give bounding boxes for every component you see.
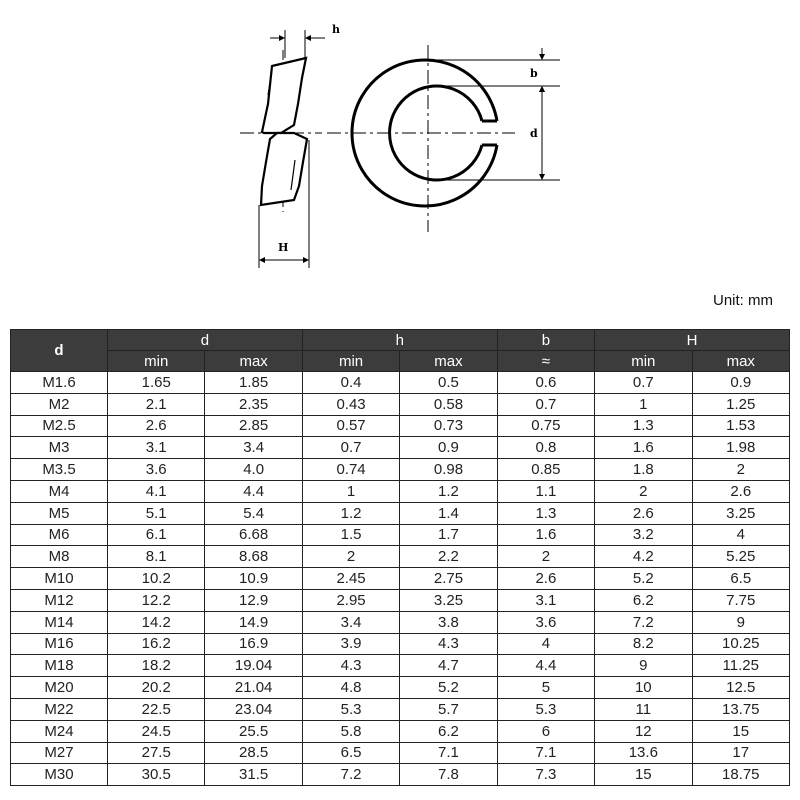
cell-h-min: 0.74: [302, 459, 399, 481]
table-row: [11, 764, 790, 786]
cell-d-max: 2.35: [205, 393, 302, 415]
cell-size: M6: [11, 524, 108, 546]
cell-d-min: 30.5: [108, 764, 205, 786]
cell-b-approx: 0.7: [497, 393, 594, 415]
table-row: [11, 611, 790, 633]
cell-h-max: 5.7: [400, 698, 497, 720]
cell-h-min: 4.3: [302, 655, 399, 677]
sub-header-h-min: min: [302, 351, 399, 372]
cell-d-max: 8.68: [205, 546, 302, 568]
washer-side-view: [240, 30, 325, 268]
cell-size: M27: [11, 742, 108, 764]
cell-d-min: 20.2: [108, 677, 205, 699]
cell-size: M16: [11, 633, 108, 655]
cell-b-approx: 0.6: [497, 372, 594, 394]
dim-label-d: d: [530, 127, 538, 140]
cell-h-max: 7.1: [400, 742, 497, 764]
cell-d-max: 6.68: [205, 524, 302, 546]
sub-header-b-approx: ≈: [497, 351, 594, 372]
cell-h-min: 5.8: [302, 720, 399, 742]
cell-d-max: 25.5: [205, 720, 302, 742]
dim-label-h: h: [332, 23, 340, 36]
cell-H-min: 15: [595, 764, 692, 786]
cell-d-max: 19.04: [205, 655, 302, 677]
cell-h-max: 3.8: [400, 611, 497, 633]
cell-H-min: 3.2: [595, 524, 692, 546]
cell-h-max: 5.2: [400, 677, 497, 699]
cell-H-min: 2.6: [595, 502, 692, 524]
cell-d-min: 16.2: [108, 633, 205, 655]
sub-header-d-min: min: [108, 351, 205, 372]
cell-b-approx: 0.75: [497, 415, 594, 437]
cell-size: M8: [11, 546, 108, 568]
cell-h-max: 1.4: [400, 502, 497, 524]
cell-d-min: 10.2: [108, 568, 205, 590]
cell-size: M20: [11, 677, 108, 699]
cell-H-max: 2.6: [692, 480, 789, 502]
cell-d-max: 2.85: [205, 415, 302, 437]
cell-d-min: 4.1: [108, 480, 205, 502]
cell-b-approx: 1.1: [497, 480, 594, 502]
group-header-d: d: [108, 330, 303, 351]
sub-header-h-max: max: [400, 351, 497, 372]
cell-H-max: 1.98: [692, 437, 789, 459]
cell-H-max: 17: [692, 742, 789, 764]
table-row: [11, 677, 790, 699]
cell-b-approx: 1.6: [497, 524, 594, 546]
cell-b-approx: 4: [497, 633, 594, 655]
table-row: [11, 698, 790, 720]
cell-b-approx: 4.4: [497, 655, 594, 677]
cell-H-min: 5.2: [595, 568, 692, 590]
cell-b-approx: 3.6: [497, 611, 594, 633]
table-row: [11, 546, 790, 568]
spec-table-body: [11, 372, 790, 786]
cell-h-max: 2.2: [400, 546, 497, 568]
unit-label: Unit: mm: [713, 292, 773, 309]
cell-d-min: 12.2: [108, 589, 205, 611]
table-row: [11, 633, 790, 655]
cell-H-max: 1.25: [692, 393, 789, 415]
cell-h-min: 1.5: [302, 524, 399, 546]
table-header-sub-row: [11, 351, 790, 372]
cell-h-min: 0.57: [302, 415, 399, 437]
cell-h-max: 3.25: [400, 589, 497, 611]
cell-H-min: 1.3: [595, 415, 692, 437]
cell-H-max: 9: [692, 611, 789, 633]
cell-d-max: 16.9: [205, 633, 302, 655]
cell-H-min: 0.7: [595, 372, 692, 394]
table-row: [11, 459, 790, 481]
cell-H-max: 4: [692, 524, 789, 546]
cell-h-min: 1.2: [302, 502, 399, 524]
table-row: [11, 415, 790, 437]
cell-size: M30: [11, 764, 108, 786]
cell-H-max: 0.9: [692, 372, 789, 394]
cell-b-approx: 0.85: [497, 459, 594, 481]
table-row: [11, 589, 790, 611]
cell-b-approx: 3.1: [497, 589, 594, 611]
cell-H-min: 4.2: [595, 546, 692, 568]
cell-H-min: 6.2: [595, 589, 692, 611]
group-header-h: h: [302, 330, 497, 351]
cell-h-min: 3.9: [302, 633, 399, 655]
cell-size: M14: [11, 611, 108, 633]
cell-h-max: 4.7: [400, 655, 497, 677]
dim-label-b: b: [530, 67, 538, 80]
cell-H-min: 13.6: [595, 742, 692, 764]
sub-header-d-max: max: [205, 351, 302, 372]
cell-d-min: 14.2: [108, 611, 205, 633]
cell-b-approx: 5.3: [497, 698, 594, 720]
cell-h-min: 5.3: [302, 698, 399, 720]
cell-H-min: 1: [595, 393, 692, 415]
cell-h-min: 4.8: [302, 677, 399, 699]
cell-d-min: 2.6: [108, 415, 205, 437]
cell-H-min: 11: [595, 698, 692, 720]
table-row: [11, 655, 790, 677]
cell-h-max: 0.5: [400, 372, 497, 394]
cell-d-max: 10.9: [205, 568, 302, 590]
cell-d-min: 6.1: [108, 524, 205, 546]
table-row: [11, 720, 790, 742]
table-row: [11, 437, 790, 459]
cell-size: M22: [11, 698, 108, 720]
cell-d-max: 21.04: [205, 677, 302, 699]
cell-h-min: 6.5: [302, 742, 399, 764]
table-row: [11, 480, 790, 502]
washer-front-view: [327, 45, 560, 232]
cell-b-approx: 2.6: [497, 568, 594, 590]
cell-size: M3.5: [11, 459, 108, 481]
cell-h-max: 1.7: [400, 524, 497, 546]
cell-d-max: 31.5: [205, 764, 302, 786]
cell-H-max: 11.25: [692, 655, 789, 677]
cell-d-min: 18.2: [108, 655, 205, 677]
cell-d-max: 3.4: [205, 437, 302, 459]
table-row: [11, 568, 790, 590]
cell-size: M12: [11, 589, 108, 611]
cell-h-max: 1.2: [400, 480, 497, 502]
cell-H-max: 15: [692, 720, 789, 742]
cell-H-max: 6.5: [692, 568, 789, 590]
cell-H-min: 12: [595, 720, 692, 742]
cell-d-max: 1.85: [205, 372, 302, 394]
cell-b-approx: 7.1: [497, 742, 594, 764]
cell-size: M18: [11, 655, 108, 677]
cell-b-approx: 5: [497, 677, 594, 699]
cell-h-max: 6.2: [400, 720, 497, 742]
cell-h-max: 0.98: [400, 459, 497, 481]
cell-d-min: 2.1: [108, 393, 205, 415]
cell-H-min: 1.8: [595, 459, 692, 481]
cell-d-max: 14.9: [205, 611, 302, 633]
cell-h-max: 0.58: [400, 393, 497, 415]
cell-h-max: 4.3: [400, 633, 497, 655]
cell-h-min: 2.95: [302, 589, 399, 611]
cell-h-max: 2.75: [400, 568, 497, 590]
cell-h-max: 7.8: [400, 764, 497, 786]
cell-d-min: 3.6: [108, 459, 205, 481]
cell-h-max: 0.9: [400, 437, 497, 459]
cell-H-max: 7.75: [692, 589, 789, 611]
cell-size: M1.6: [11, 372, 108, 394]
sub-header-H-max: max: [692, 351, 789, 372]
group-header-H: H: [595, 330, 790, 351]
cell-h-min: 3.4: [302, 611, 399, 633]
cell-H-min: 8.2: [595, 633, 692, 655]
cell-d-min: 5.1: [108, 502, 205, 524]
cell-H-max: 3.25: [692, 502, 789, 524]
cell-d-max: 28.5: [205, 742, 302, 764]
cell-H-max: 10.25: [692, 633, 789, 655]
cell-d-max: 12.9: [205, 589, 302, 611]
sub-header-H-min: min: [595, 351, 692, 372]
cell-size: M5: [11, 502, 108, 524]
table-header-group-row: [11, 330, 790, 351]
cell-h-min: 7.2: [302, 764, 399, 786]
cell-h-min: 1: [302, 480, 399, 502]
cell-d-min: 22.5: [108, 698, 205, 720]
row-header-d: d: [11, 330, 108, 372]
cell-h-min: 0.7: [302, 437, 399, 459]
cell-d-max: 23.04: [205, 698, 302, 720]
cell-size: M3: [11, 437, 108, 459]
cell-b-approx: 6: [497, 720, 594, 742]
cell-H-min: 9: [595, 655, 692, 677]
cell-d-max: 5.4: [205, 502, 302, 524]
cell-b-approx: 0.8: [497, 437, 594, 459]
cell-size: M2: [11, 393, 108, 415]
cell-size: M2.5: [11, 415, 108, 437]
cell-H-max: 18.75: [692, 764, 789, 786]
cell-d-min: 24.5: [108, 720, 205, 742]
cell-h-min: 2.45: [302, 568, 399, 590]
cell-d-max: 4.0: [205, 459, 302, 481]
table-row: [11, 742, 790, 764]
cell-d-min: 27.5: [108, 742, 205, 764]
cell-size: M4: [11, 480, 108, 502]
table-row: [11, 372, 790, 394]
cell-d-max: 4.4: [205, 480, 302, 502]
cell-H-max: 1.53: [692, 415, 789, 437]
cell-size: M10: [11, 568, 108, 590]
cell-H-max: 13.75: [692, 698, 789, 720]
washer-technical-drawing: [0, 0, 800, 290]
spec-table: [10, 329, 790, 786]
cell-H-min: 1.6: [595, 437, 692, 459]
dim-label-H: H: [278, 241, 289, 254]
cell-size: M24: [11, 720, 108, 742]
cell-b-approx: 2: [497, 546, 594, 568]
cell-h-min: 2: [302, 546, 399, 568]
cell-H-min: 2: [595, 480, 692, 502]
cell-b-approx: 7.3: [497, 764, 594, 786]
cell-H-max: 2: [692, 459, 789, 481]
cell-d-min: 8.1: [108, 546, 205, 568]
group-header-b: b: [497, 330, 594, 351]
cell-d-min: 3.1: [108, 437, 205, 459]
cell-H-max: 12.5: [692, 677, 789, 699]
cell-h-max: 0.73: [400, 415, 497, 437]
cell-h-min: 0.4: [302, 372, 399, 394]
cell-H-min: 7.2: [595, 611, 692, 633]
table-row: [11, 524, 790, 546]
cell-d-min: 1.65: [108, 372, 205, 394]
table-row: [11, 393, 790, 415]
cell-H-max: 5.25: [692, 546, 789, 568]
cell-h-min: 0.43: [302, 393, 399, 415]
cell-b-approx: 1.3: [497, 502, 594, 524]
table-row: [11, 502, 790, 524]
cell-H-min: 10: [595, 677, 692, 699]
